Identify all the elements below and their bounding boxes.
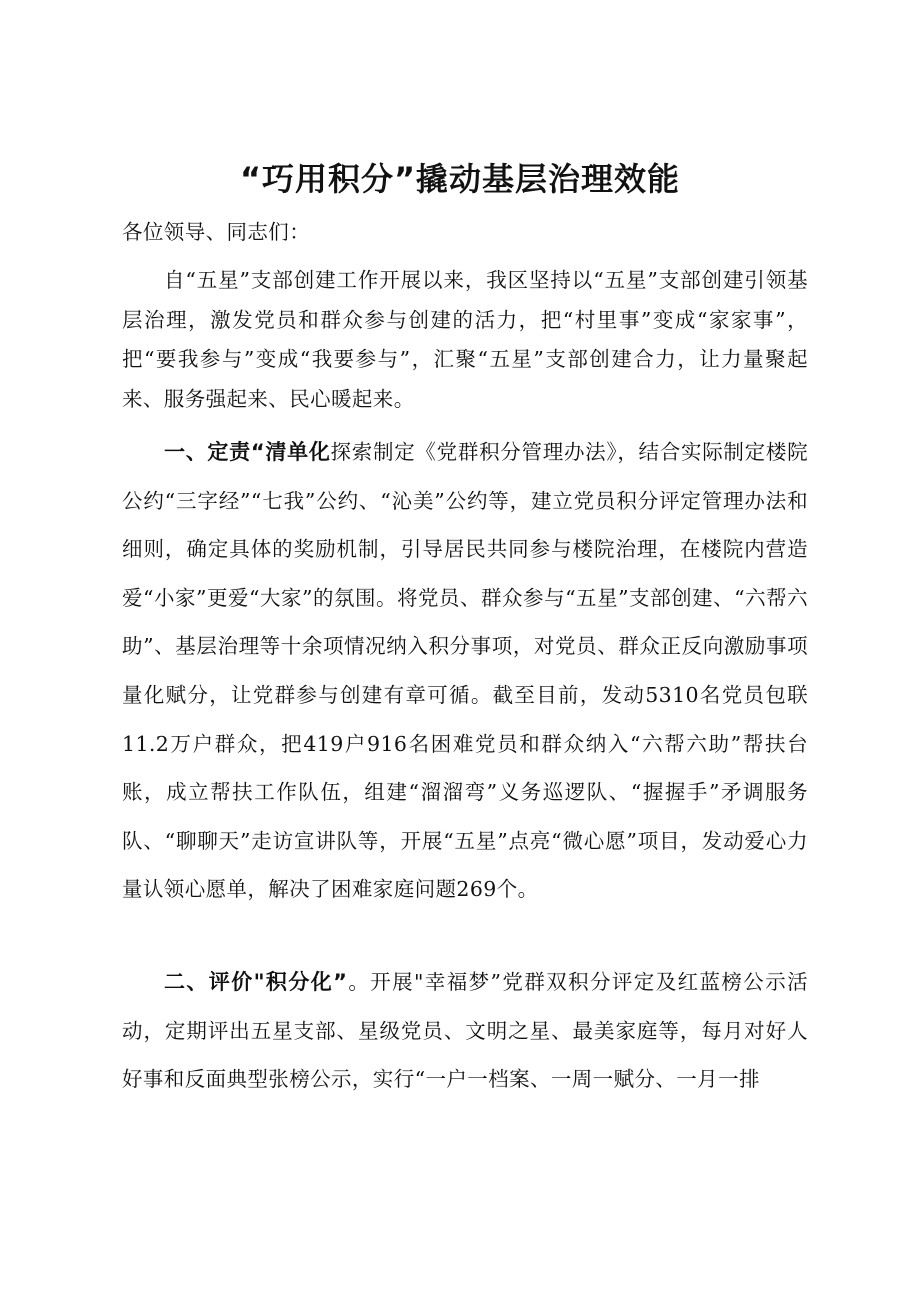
section-two-paragraph (122, 958, 808, 1104)
section-two-body: 。开展"幸福梦”党群双积分评定及红蓝榜公示活动，定期评出五星支部、星级党员、文明之星、最美家庭等，每月对好人好事和反面典型张榜公示，实行“一户一档案、一周一赋分、一月一排 (122, 970, 808, 1092)
section-two-heading: 二、评价"积分化” (164, 970, 348, 994)
section-one-heading: 一、定责“清单化 (164, 440, 331, 464)
salutation: 各位领导、同志们： (122, 220, 311, 244)
document-title: “巧用积分”撬动基层治理效能 (239, 160, 681, 198)
section-one-paragraph (122, 428, 808, 914)
section-one-body: 探索制定《党群积分管理办法》，结合实际制定楼院公约“三字经”“七我”公约、“沁美”公约等，建立党员积分评定管理办法和细则，确定具体的奖励机制，引导居民共同参与楼院治理，在楼院内营造爱“小家”更爱“大家”的氛围。将党员、群众参与“五星”支部创建、“六帮六助”、基层治理等十余项情况纳入积分事项，对党员、群众正反向激励事项量化赋分，让党群参与创建有章可循。截至目前，发动5310名党员包联11.2万户群众，把419户916名困难党员和群众纳入“六帮六助”帮扶台账，成立帮扶工作队伍，组建“溜溜弯”义务巡逻队、“握握手”矛调服务队、“聊聊天”走访宣讲队等，开展“五星”点亮“微心愿”项目，发动爱心力量认领心愿单，解决了困难家庭问题269个。 (122, 440, 808, 902)
intro-paragraph: 自“五星”支部创建工作开展以来，我区坚持以“五星”支部创建引领基层治理，激发党员和群众参与创建的活力，把“村里事”变成“家家事”，把“要我参与”变成“我要参与”，汇聚“五星”支部创建合力，让力量聚起来、服务强起来、民心暖起来。 (122, 268, 808, 411)
